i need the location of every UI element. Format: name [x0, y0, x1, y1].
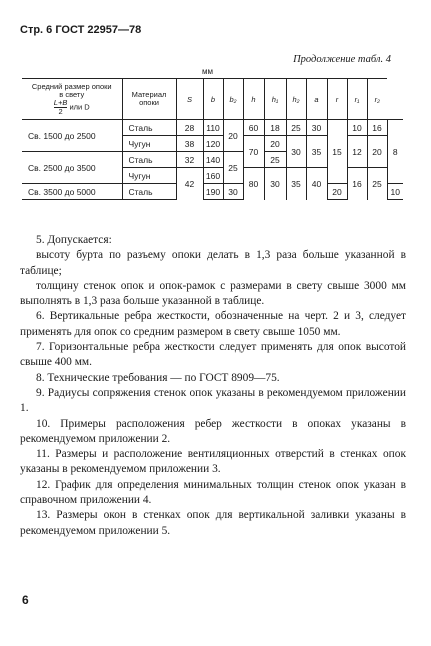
note-paragraph: 8. Технические требования — по ГОСТ 8909—75. [36, 371, 280, 384]
header-S: S [176, 79, 203, 120]
dimensions-table [22, 78, 403, 200]
value-cell: 110 [203, 120, 223, 136]
value-cell: 15 [327, 120, 347, 184]
value-cell: 12 [347, 136, 367, 168]
material-cell: Сталь [122, 184, 176, 200]
material-cell: Чугун [122, 168, 176, 184]
header-mean-size-line2: в свету [59, 89, 85, 99]
value-cell: 42 [176, 168, 203, 200]
value-cell: 25 [223, 152, 243, 184]
value-cell: 8 [387, 120, 403, 184]
value-cell: 30 [286, 136, 306, 168]
unit-label: мм [202, 67, 213, 76]
header-material-line2: опоки [139, 98, 159, 107]
header-h1: h₁ [264, 79, 286, 120]
header-mean-size-line1: Средний размер опоки [31, 81, 112, 91]
size-range-cell: Св. 1500 до 2500 [22, 120, 122, 152]
note-paragraph: 10. Примеры расположения ребер жесткости в опоках указаны в рекомендуемом приложении 2. [20, 417, 406, 445]
value-cell: 20 [327, 184, 347, 200]
note-paragraph: высоту бурта по разъему опоки делать в 1,3 раза больше указанной в таблице; [20, 249, 406, 277]
value-cell: 38 [176, 136, 203, 152]
header-r: r [327, 79, 347, 120]
table-row [22, 184, 403, 200]
value-cell: 160 [203, 168, 223, 184]
header-h2: h₂ [286, 79, 306, 120]
value-cell: 30 [264, 168, 286, 200]
size-range-cell: Св. 3500 до 5000 [22, 184, 122, 200]
value-cell: 25 [264, 152, 286, 168]
note-paragraph: толщину стенок опок и опок-рамок с размерами в свету свыше 3000 мм выполнять в 1,3 раза больше указанной в таблице. [20, 279, 406, 308]
value-cell: 10 [347, 120, 367, 136]
value-cell: 25 [367, 168, 387, 200]
header-h: h [243, 79, 264, 120]
notes-section [20, 233, 406, 539]
value-cell: 60 [243, 120, 264, 136]
note-paragraph: 12. График для определения минимальных толщин стенок опок указан в справочном приложении 4. [20, 478, 406, 507]
header-r1: r₁ [347, 79, 367, 120]
note-paragraph: 9. Радиусы сопряжения стенок опок указаны в рекомендуемом приложении 1. [20, 386, 406, 415]
value-cell: 16 [367, 120, 387, 136]
material-cell: Сталь [122, 120, 176, 136]
table-header-row [22, 79, 403, 120]
value-cell: 28 [176, 120, 203, 136]
value-cell: 40 [306, 168, 327, 200]
header-b: b [203, 79, 223, 120]
value-cell: 190 [203, 184, 223, 200]
value-cell: 20 [367, 136, 387, 168]
header-mean-size [22, 79, 122, 120]
value-cell: 35 [306, 136, 327, 168]
value-cell: 30 [306, 120, 327, 136]
header-r2: r₂ [367, 79, 387, 120]
formula-denominator: 2 [54, 107, 68, 116]
note-paragraph: 13. Размеры окон в стенках опок для вертикальной заливки указаны в рекомендуемом приложении 5. [20, 509, 406, 537]
formula-tail: или D [69, 101, 90, 111]
value-cell: 80 [243, 168, 264, 200]
table-row [22, 120, 403, 136]
value-cell: 20 [223, 120, 243, 152]
value-cell: 18 [264, 120, 286, 136]
size-range-cell: Св. 2500 до 3500 [22, 152, 122, 184]
note-paragraph: 11. Размеры и расположение вентиляционных отверстий в стенках опок указаны в рекомендуемом приложении 3. [20, 448, 406, 476]
header-material-line1: Материал [131, 90, 167, 99]
value-cell: 70 [243, 136, 264, 168]
header-a: a [306, 79, 327, 120]
material-cell: Чугун [122, 136, 176, 152]
header-material [122, 79, 176, 120]
value-cell: 16 [347, 168, 367, 200]
value-cell: 30 [223, 184, 243, 200]
table-continuation-label: Продолжение табл. 4 [293, 54, 391, 65]
material-cell: Сталь [122, 152, 176, 168]
value-cell: 32 [176, 152, 203, 168]
note-paragraph: 6. Вертикальные ребра жесткости, обозначенные на черт. 2 и 3, следует применять для опок со средним размером в свету свыше 1050 мм. [20, 310, 406, 338]
note-paragraph: 7. Горизонтальные ребра жесткости следует применять для опок высотой свыше 400 мм. [20, 341, 406, 369]
formula-numerator: L+B [53, 97, 68, 107]
header-b2: b₂ [223, 79, 243, 120]
value-cell: 35 [286, 168, 306, 200]
value-cell: 10 [387, 184, 403, 200]
value-cell: 25 [286, 120, 306, 136]
note-paragraph: 5. Допускается: [36, 234, 112, 246]
page-header: Стр. 6 ГОСТ 22957—78 [20, 24, 142, 36]
value-cell: 120 [203, 136, 223, 152]
value-cell: 20 [264, 136, 286, 152]
header-mean-size-formula [22, 99, 122, 116]
page-number: 6 [22, 593, 29, 607]
value-cell: 140 [203, 152, 223, 168]
